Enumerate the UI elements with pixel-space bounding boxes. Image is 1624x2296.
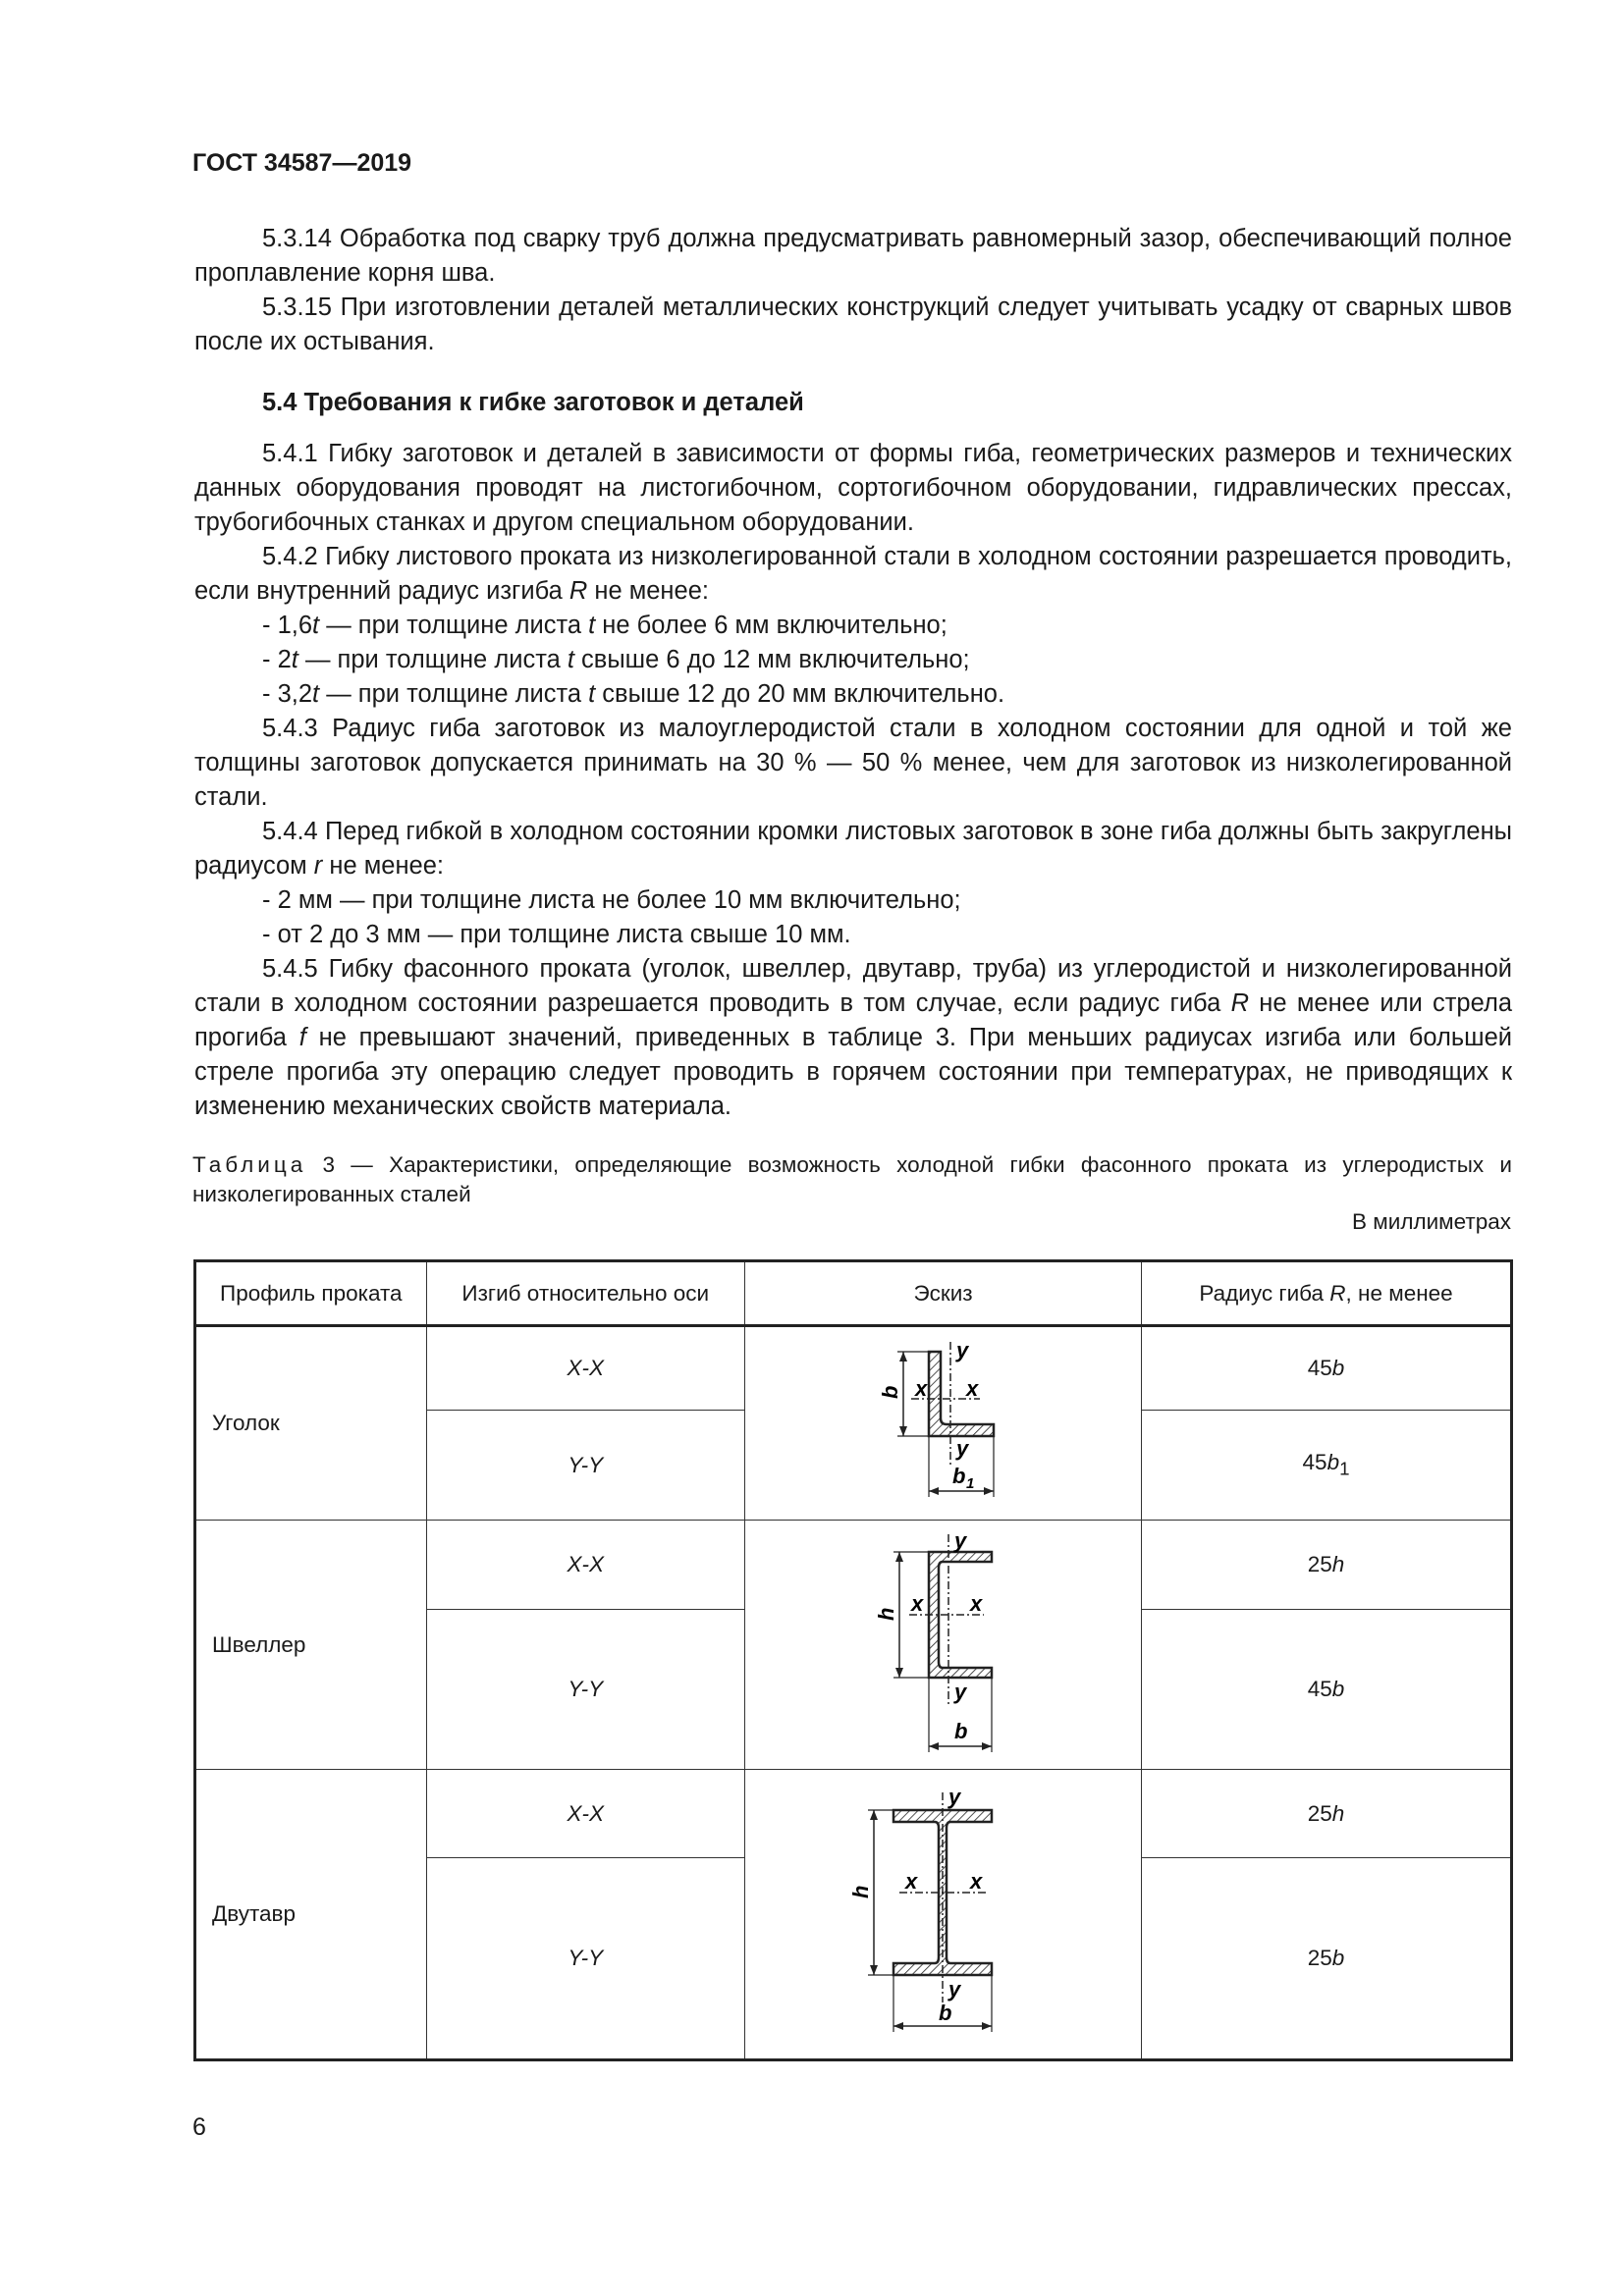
table-row [195, 1770, 1512, 1858]
paragraph-5-3-15: 5.3.15 При изготовлении деталей металлических конструкций следует учитывать усадку от сварных швов после их остывания. [194, 294, 1512, 355]
axis-label: x [904, 1868, 917, 1894]
paragraph-5-3-14: 5.3.14 Обработка под сварку труб должна предусматривать равномерный зазор, обеспечивающий полное проплавление корня шва. [194, 225, 1512, 287]
axis-cell: Y-Y [426, 1858, 744, 2060]
channel-sketch [744, 1521, 1141, 1770]
paragraph-5-4-3: 5.4.3 Радиус гиба заготовок из малоуглеродистой стали в холодном состоянии для одной и той же толщины заготовок допускается принимать на 30 % — 50 % менее, чем для заготовок из низколегированной стали. [194, 715, 1512, 811]
axis-cell: Y-Y [426, 1610, 744, 1770]
dimension-subscript: 1 [965, 1474, 974, 1492]
page-number: 6 [192, 2113, 206, 2141]
dimension-label: b [951, 1463, 965, 1488]
radius-cell: 45b [1142, 1326, 1512, 1411]
axis-cell: X-X [426, 1521, 744, 1610]
paragraph-5-4-2: 5.4.2 Гибку листового проката из низколегированной стали в холодном состоянии разрешается проводить, если внутренний радиус изгиба R не менее: [194, 543, 1512, 605]
axis-label: x [969, 1868, 982, 1894]
profile-cell: Двутавр [195, 1770, 427, 2060]
axis-label: y [953, 1528, 966, 1553]
section-5-4-body [194, 437, 1512, 1124]
table-row [195, 1326, 1512, 1411]
axis-label: y [947, 1976, 960, 2002]
table-row [195, 1521, 1512, 1610]
radius-cell: 25b [1142, 1858, 1512, 2060]
list-item: - 2t — при толщине листа t свыше 6 до 12 мм включительно; [262, 646, 970, 673]
header-axis: Изгиб относительно оси [426, 1261, 744, 1326]
axis-label: x [969, 1591, 982, 1616]
paragraph-5-4-4: 5.4.4 Перед гибкой в холодном состоянии кромки листовых заготовок в зоне гиба должны быть закруглены радиусом r не менее: [194, 818, 1512, 880]
axis-label: y [953, 1680, 966, 1704]
axis-cell: X-X [426, 1770, 744, 1858]
dimension-label: b [953, 1719, 967, 1743]
document-code: ГОСТ 34587—2019 [192, 149, 412, 177]
axis-label: x [910, 1591, 923, 1616]
list-item: - 1,6t — при толщине листа t не более 6 мм включительно; [262, 612, 947, 639]
dimension-label: b [938, 2000, 951, 2025]
radius-cell: 45b [1142, 1610, 1512, 1770]
dimension-label: b [877, 1385, 902, 1399]
radius-cell: $45b_1$ [1142, 1411, 1512, 1521]
axis-label: y [947, 1784, 960, 1809]
axis-cell: Y-Y [426, 1411, 744, 1521]
header-sketch: Эскиз [744, 1261, 1141, 1326]
list-item: - 3,2t — при толщине листа t свыше 12 до 20 мм включительно. [262, 680, 1005, 708]
axis-label: x [914, 1375, 927, 1401]
angle-sketch [744, 1326, 1141, 1521]
table-units: В миллиметрах [1352, 1209, 1511, 1234]
radius-cell: 25h [1142, 1521, 1512, 1610]
angle-section-shape [929, 1352, 994, 1436]
paragraphs-5-3 [194, 222, 1512, 359]
axis-cell: X-X [426, 1326, 744, 1411]
i-beam-sketch [744, 1770, 1141, 2060]
header-radius: Радиус гиба R, не менее [1142, 1261, 1512, 1326]
axis-label: y [955, 1337, 968, 1362]
profile-bending-table [193, 1259, 1513, 2061]
radius-cell: 25h [1142, 1770, 1512, 1858]
profile-cell: Уголок [195, 1326, 427, 1521]
dimension-label: h [873, 1607, 898, 1621]
dimension-label: h [847, 1885, 873, 1898]
paragraph-5-4-5: 5.4.5 Гибку фасонного проката (уголок, швеллер, двутавр, труба) из углеродистой и низколегированной стали в холодном состоянии разрешается проводить в том случае, если радиус гиба R не менее или стрела прогиба f не превышают значений, приведенных в таблице 3. При меньших радиусах изгиба или большей стреле прогиба эту операцию следует проводить в горячем состоянии при температурах, не приводящих к изменению механических свойств материала. [194, 955, 1513, 1120]
profile-cell: Швеллер [195, 1521, 427, 1770]
axis-label: x [965, 1375, 978, 1401]
paragraph-5-4-1: 5.4.1 Гибку заготовок и деталей в зависимости от формы гиба, геометрических размеров и технических данных оборудования проводят на листогибочном, сортогибочном оборудовании, гидравлических прессах, трубогибочных станках и другом специальном оборудовании. [194, 440, 1512, 536]
axis-label: y [955, 1435, 968, 1461]
table-header-row [195, 1261, 1512, 1326]
header-profile: Профиль проката [195, 1261, 427, 1326]
section-heading-5-4: 5.4 Требования к гибке заготовок и деталей [262, 389, 804, 416]
list-item: - от 2 до 3 мм — при толщине листа свыше 10 мм. [262, 921, 851, 948]
list-item: - 2 мм — при толщине листа не более 10 мм включительно; [262, 886, 961, 914]
table-caption: Таблица 3 — Характеристики, определяющие возможность холодной гибки фасонного проката из углеродистых и низколегированных сталей [192, 1152, 1512, 1206]
